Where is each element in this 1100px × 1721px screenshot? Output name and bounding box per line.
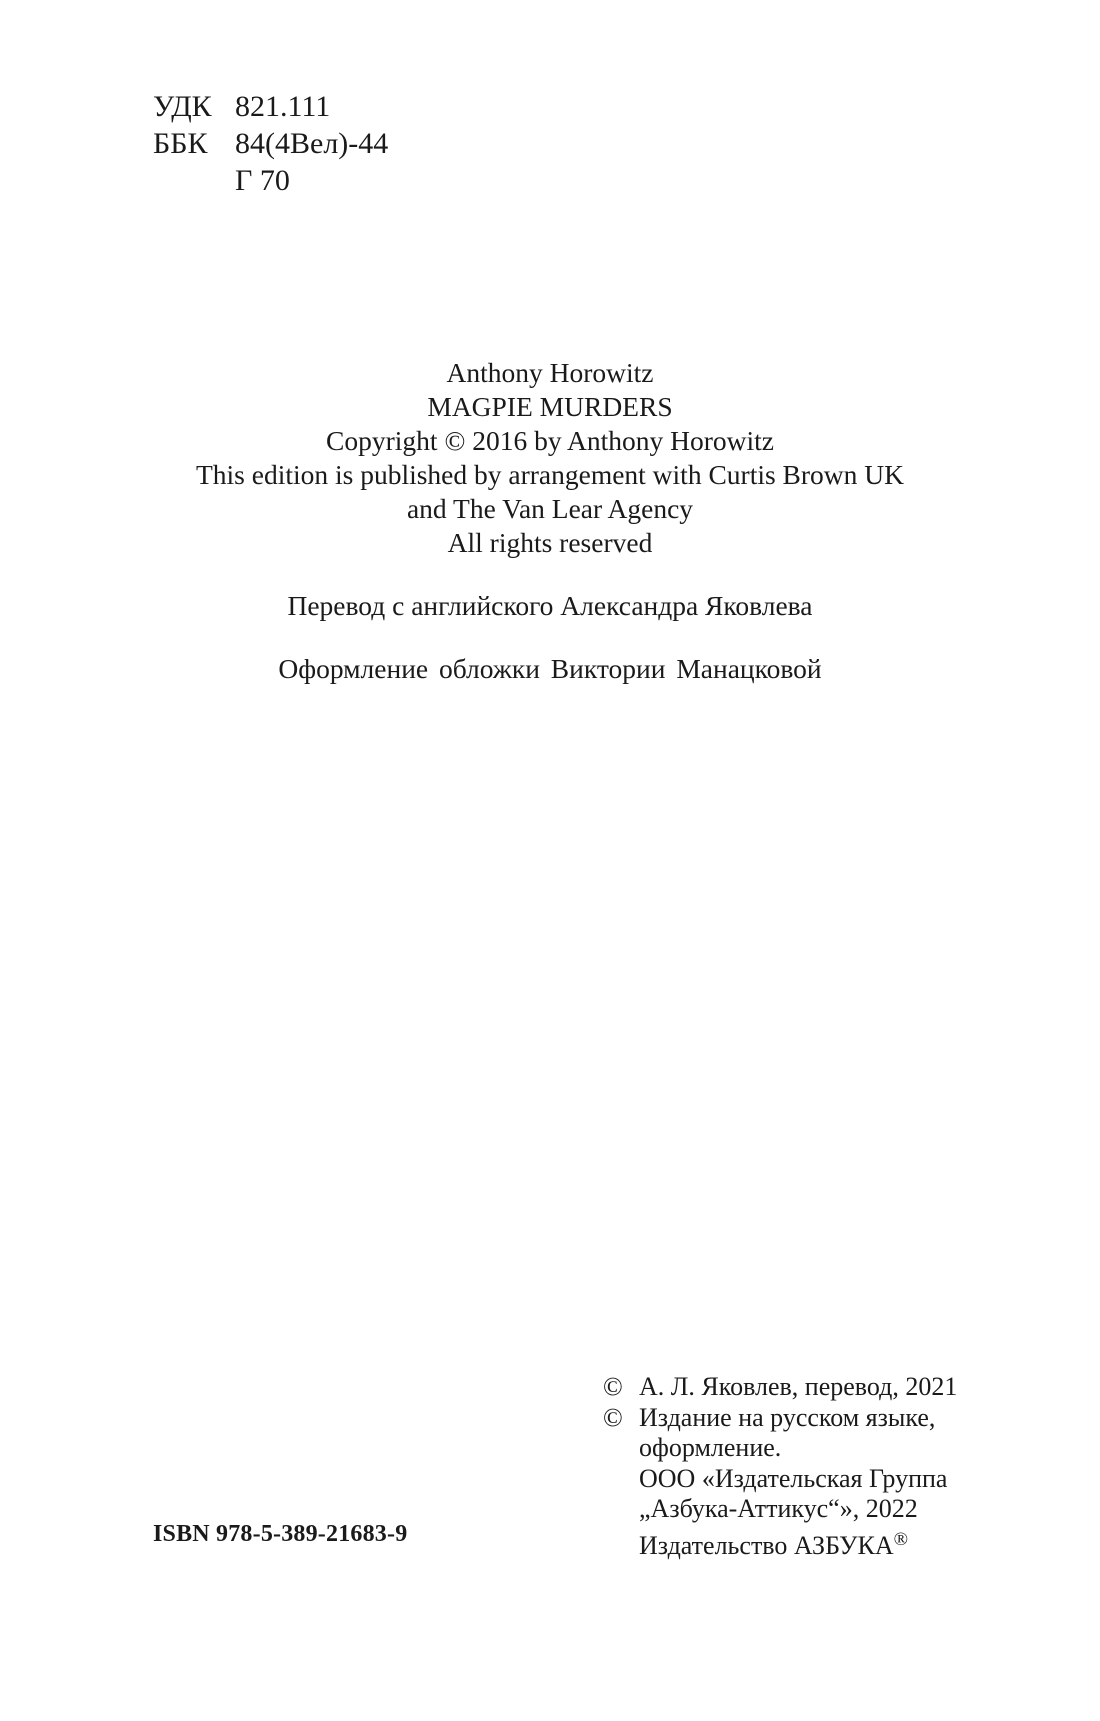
isbn: ISBN 978-5-389-21683-9	[153, 1521, 408, 1547]
classification-block	[153, 88, 388, 199]
translation-copyright-row	[603, 1372, 957, 1403]
arrangement-line-2: and The Van Lear Agency	[406, 493, 694, 524]
arrangement-line-1: This edition is published by arrangement with Curtis Brown UK	[195, 459, 905, 490]
publisher-line	[603, 1525, 957, 1560]
udk-label: УДК	[153, 90, 212, 123]
edition-copyright-line-5: „Азбука-Аттикус“», 2022	[639, 1494, 918, 1523]
bbk-value: 84(4Вел)-44	[235, 127, 389, 160]
bbk-row	[153, 125, 388, 162]
udk-value: 821.111	[235, 90, 331, 123]
cover-design-credit: Оформление обложки Виктории Манацковой	[278, 653, 822, 684]
edition-copyright-line-4: ООО «Издательская Группа	[639, 1463, 948, 1493]
edition-copyright-text: Издание на русском языке,	[639, 1402, 936, 1432]
translation-copyright-text: А. Л. Яковлев, перевод, 2021	[639, 1372, 958, 1401]
original-edition-credits	[0, 356, 1100, 560]
author-sign: Г 70	[235, 164, 290, 197]
copyright-symbol: ©	[603, 1402, 623, 1432]
edition-copyright-line-3: оформление.	[639, 1433, 782, 1462]
copyright-notice	[603, 1372, 958, 1560]
udk-row	[153, 88, 388, 125]
author-sign-row	[153, 162, 388, 199]
copyright-line: Copyright © 2016 by Anthony Horowitz	[326, 425, 774, 456]
translator-credit: Перевод с английского Александра Яковлева	[287, 590, 813, 621]
copyright-symbol: ©	[603, 1372, 623, 1401]
publisher-name: Издательство АЗБУКА	[639, 1530, 894, 1560]
author-name: Anthony Horowitz	[446, 357, 654, 388]
edition-copyright-row	[603, 1403, 957, 1434]
book-title: MAGPIE MURDERS	[427, 391, 673, 422]
bbk-label: ББК	[153, 127, 208, 160]
registered-mark: ®	[893, 1528, 909, 1550]
rights-reserved: All rights reserved	[447, 527, 653, 558]
